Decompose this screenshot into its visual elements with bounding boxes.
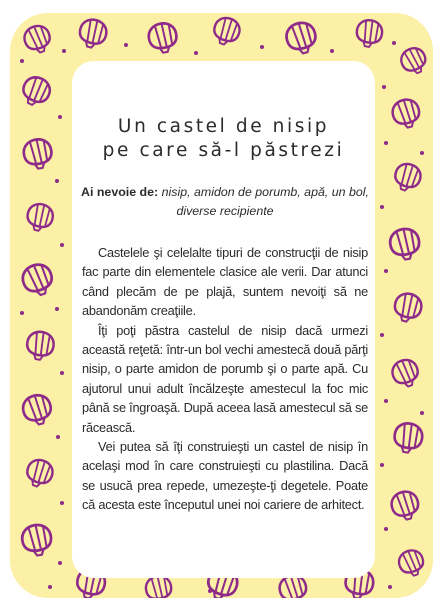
decorative-dot bbox=[55, 179, 59, 183]
paragraph-recipe: Îţi poţi păstra castelul de nisip dacă urmezi această reţetă: într-un bol vechi amestecă două părţi nisip, o parte amidon de porumb şi o parte apă. Cu ajutorul unui adult încălzeşte amestecul la foc mic până se îngroaşă. După aceea lasă amestecul să se răcească. bbox=[82, 322, 368, 435]
paragraph-intro: Castelele şi celelalte tipuri de construcţii de nisip fac parte din elementele clasice ale verii. Dar atunci când plecăm de pe plajă, suntem nevoiţi să ne abandonăm creaţiile. bbox=[82, 245, 368, 319]
decorative-dot bbox=[20, 311, 24, 315]
decorative-dot bbox=[380, 333, 384, 337]
materials-list bbox=[78, 183, 372, 221]
decorative-dot bbox=[384, 269, 388, 273]
decorative-dot bbox=[380, 205, 384, 209]
decorative-dot bbox=[20, 59, 24, 63]
decorative-dot bbox=[60, 243, 64, 247]
decorative-dot bbox=[260, 45, 264, 49]
materials-items: nisip, amidon de porumb, apă, un bol, diverse recipiente bbox=[161, 185, 369, 218]
decorative-dot bbox=[60, 371, 64, 375]
decorative-dot bbox=[60, 501, 64, 505]
decorative-dot bbox=[58, 561, 62, 565]
decorative-dot bbox=[55, 307, 59, 311]
decorative-dot bbox=[56, 435, 60, 439]
decorative-dot bbox=[384, 399, 388, 403]
decorative-dot bbox=[330, 49, 334, 53]
paragraph-building: Vei putea să îţi construieşti un castel de nisip în acelaşi mod în care construieşti cu plastilina. Dacă se usucă prea repede, umezeşte-ţi degetele. Poate că acesta este începutul unei noi cariere de arhitect. bbox=[82, 439, 368, 513]
title-line-1: Un castel de nisip bbox=[117, 116, 330, 138]
decorative-dot bbox=[62, 49, 66, 53]
decorative-dot bbox=[48, 585, 52, 589]
decorative-dot bbox=[194, 51, 198, 55]
instructions-text bbox=[82, 243, 368, 515]
decorative-dot bbox=[384, 527, 388, 531]
decorative-dot bbox=[384, 141, 388, 145]
materials-label: Ai nevoie de: bbox=[81, 185, 159, 199]
decorative-dot bbox=[420, 411, 424, 415]
decorative-dot bbox=[420, 151, 424, 155]
decorative-dot bbox=[392, 41, 396, 45]
decorative-dot bbox=[208, 589, 212, 593]
decorative-dot bbox=[124, 43, 128, 47]
content-panel bbox=[72, 61, 375, 578]
decorative-dot bbox=[388, 585, 392, 589]
activity-card bbox=[10, 13, 433, 598]
decorative-dot bbox=[380, 463, 384, 467]
decorative-dot bbox=[58, 115, 62, 119]
page-title bbox=[72, 115, 375, 163]
title-line-2: pe care să-l păstrezi bbox=[102, 140, 345, 162]
decorative-dot bbox=[382, 85, 386, 89]
